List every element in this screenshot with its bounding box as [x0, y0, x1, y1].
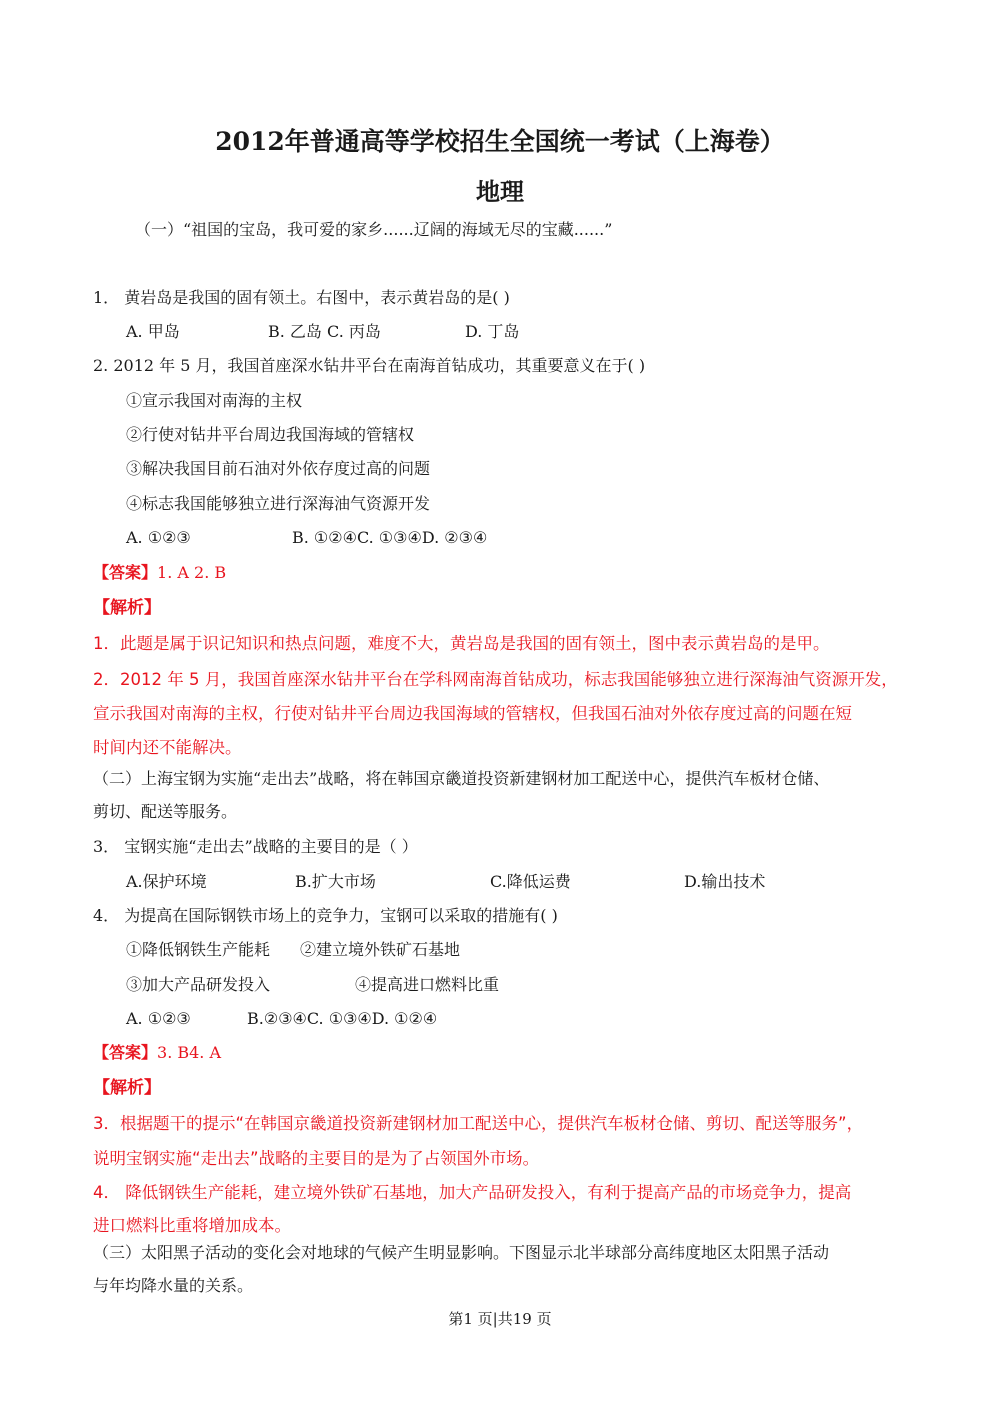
- answer-1: [93, 563, 226, 583]
- q2-option-a: A. ①②③: [126, 528, 191, 547]
- analysis-2-line-3: 4． 降低钢铁生产能耗，建立境外铁矿石基地，加大产品研发投入，有利于提高产品的市场竞争力，提高: [93, 1183, 852, 1202]
- analysis-1-line-2: 2．2012 年 5 月，我国首座深水钻井平台在学科网南海首钻成功，标志我国能够独立进行深海油气资源开发，: [93, 670, 898, 689]
- section3-intro-line-2: 与年均降水量的关系。: [93, 1276, 254, 1295]
- answer-label: 【答案】: [93, 1043, 158, 1062]
- q3-option-c: C.降低运费: [490, 872, 571, 891]
- analysis-1-line-3: 宣示我国对南海的主权，行使对钻井平台周边我国海域的管辖权，但我国石油对外依存度过高的问题在短: [93, 704, 852, 723]
- page-footer: 第1 页|共19 页: [448, 1310, 552, 1328]
- q4-item-1: ①降低钢铁生产能耗: [126, 940, 271, 959]
- q4-item-3: ③加大产品研发投入: [126, 975, 271, 994]
- q4-stem: 4． 为提高在国际钢铁市场上的竞争力，宝钢可以采取的措施有( ): [93, 906, 558, 925]
- q1-option-bc: B. 乙岛 C. 丙岛: [268, 322, 381, 341]
- answer-2: [93, 1043, 221, 1063]
- q3-option-b: B.扩大市场: [295, 872, 376, 891]
- section2-intro-line-1: （二）上海宝钢为实施“走出去”战略，将在韩国京畿道投资新建钢材加工配送中心，提供汽车板材仓储、: [93, 769, 830, 788]
- q4-item-4: ④提高进口燃料比重: [355, 975, 500, 994]
- q2-item-4: ④标志我国能够独立进行深海油气资源开发: [126, 494, 431, 513]
- answer-text: 3. B4. A: [157, 1043, 222, 1062]
- q4-option-a: A. ①②③: [126, 1009, 191, 1028]
- q3-option-a: A.保护环境: [126, 872, 207, 891]
- section1-intro: （一）“祖国的宝岛，我可爱的家乡......辽阔的海域无尽的宝藏......”: [135, 220, 613, 239]
- q3-stem: 3． 宝钢实施“走出去”战略的主要目的是（ ）: [93, 837, 418, 856]
- q2-item-1: ①宣示我国对南海的主权: [126, 391, 303, 410]
- analysis-2-line-2: 说明宝钢实施“走出去”战略的主要目的是为了占领国外市场。: [93, 1149, 540, 1168]
- q1-option-d: D. 丁岛: [465, 322, 520, 341]
- analysis-1-line-4: 时间内还不能解决。: [93, 738, 242, 757]
- answer-text: 1. A 2. B: [157, 563, 227, 582]
- section2-intro-line-2: 剪切、配送等服务。: [93, 802, 238, 821]
- q3-option-d: D.输出技术: [684, 872, 766, 891]
- q1-stem: 1． 黄岩岛是我国的固有领土。右图中，表示黄岩岛的是( ): [93, 288, 510, 307]
- q2-stem: 2. 2012 年 5 月，我国首座深水钻井平台在南海首钻成功，其重要意义在于( ): [93, 356, 646, 375]
- q2-item-3: ③解决我国目前石油对外依存度过高的问题: [126, 459, 431, 478]
- answer-label: 【答案】: [93, 563, 158, 582]
- q4-item-2: ②建立境外铁矿石基地: [300, 940, 461, 959]
- analysis-2-line-1: 3．根据题干的提示“在韩国京畿道投资新建钢材加工配送中心，提供汽车板材仓储、剪切、配送等服务”，: [93, 1114, 864, 1133]
- analysis-label: 【解析】: [93, 1078, 161, 1098]
- subject-title: 地理: [476, 177, 524, 206]
- q4-option-bcd: B.②③④C. ①③④D. ①②④: [247, 1009, 438, 1028]
- q2-option-bcd: B. ①②④C. ①③④D. ②③④: [292, 528, 488, 547]
- page-title: 2012年普通高等学校招生全国统一考试（上海卷）: [215, 127, 785, 156]
- section3-intro-line-1: （三）太阳黑子活动的变化会对地球的气候产生明显影响。下图显示北半球部分高纬度地区太阳黑子活动: [93, 1243, 830, 1262]
- analysis-1-line-1: 1．此题是属于识记知识和热点问题，难度不大，黄岩岛是我国的固有领土，图中表示黄岩岛的是甲。: [93, 634, 830, 653]
- analysis-label: 【解析】: [93, 598, 161, 618]
- analysis-2-line-4: 进口燃料比重将增加成本。: [93, 1216, 291, 1235]
- q1-option-a: A. 甲岛: [126, 322, 180, 341]
- q2-item-2: ②行使对钻井平台周边我国海域的管辖权: [126, 425, 415, 444]
